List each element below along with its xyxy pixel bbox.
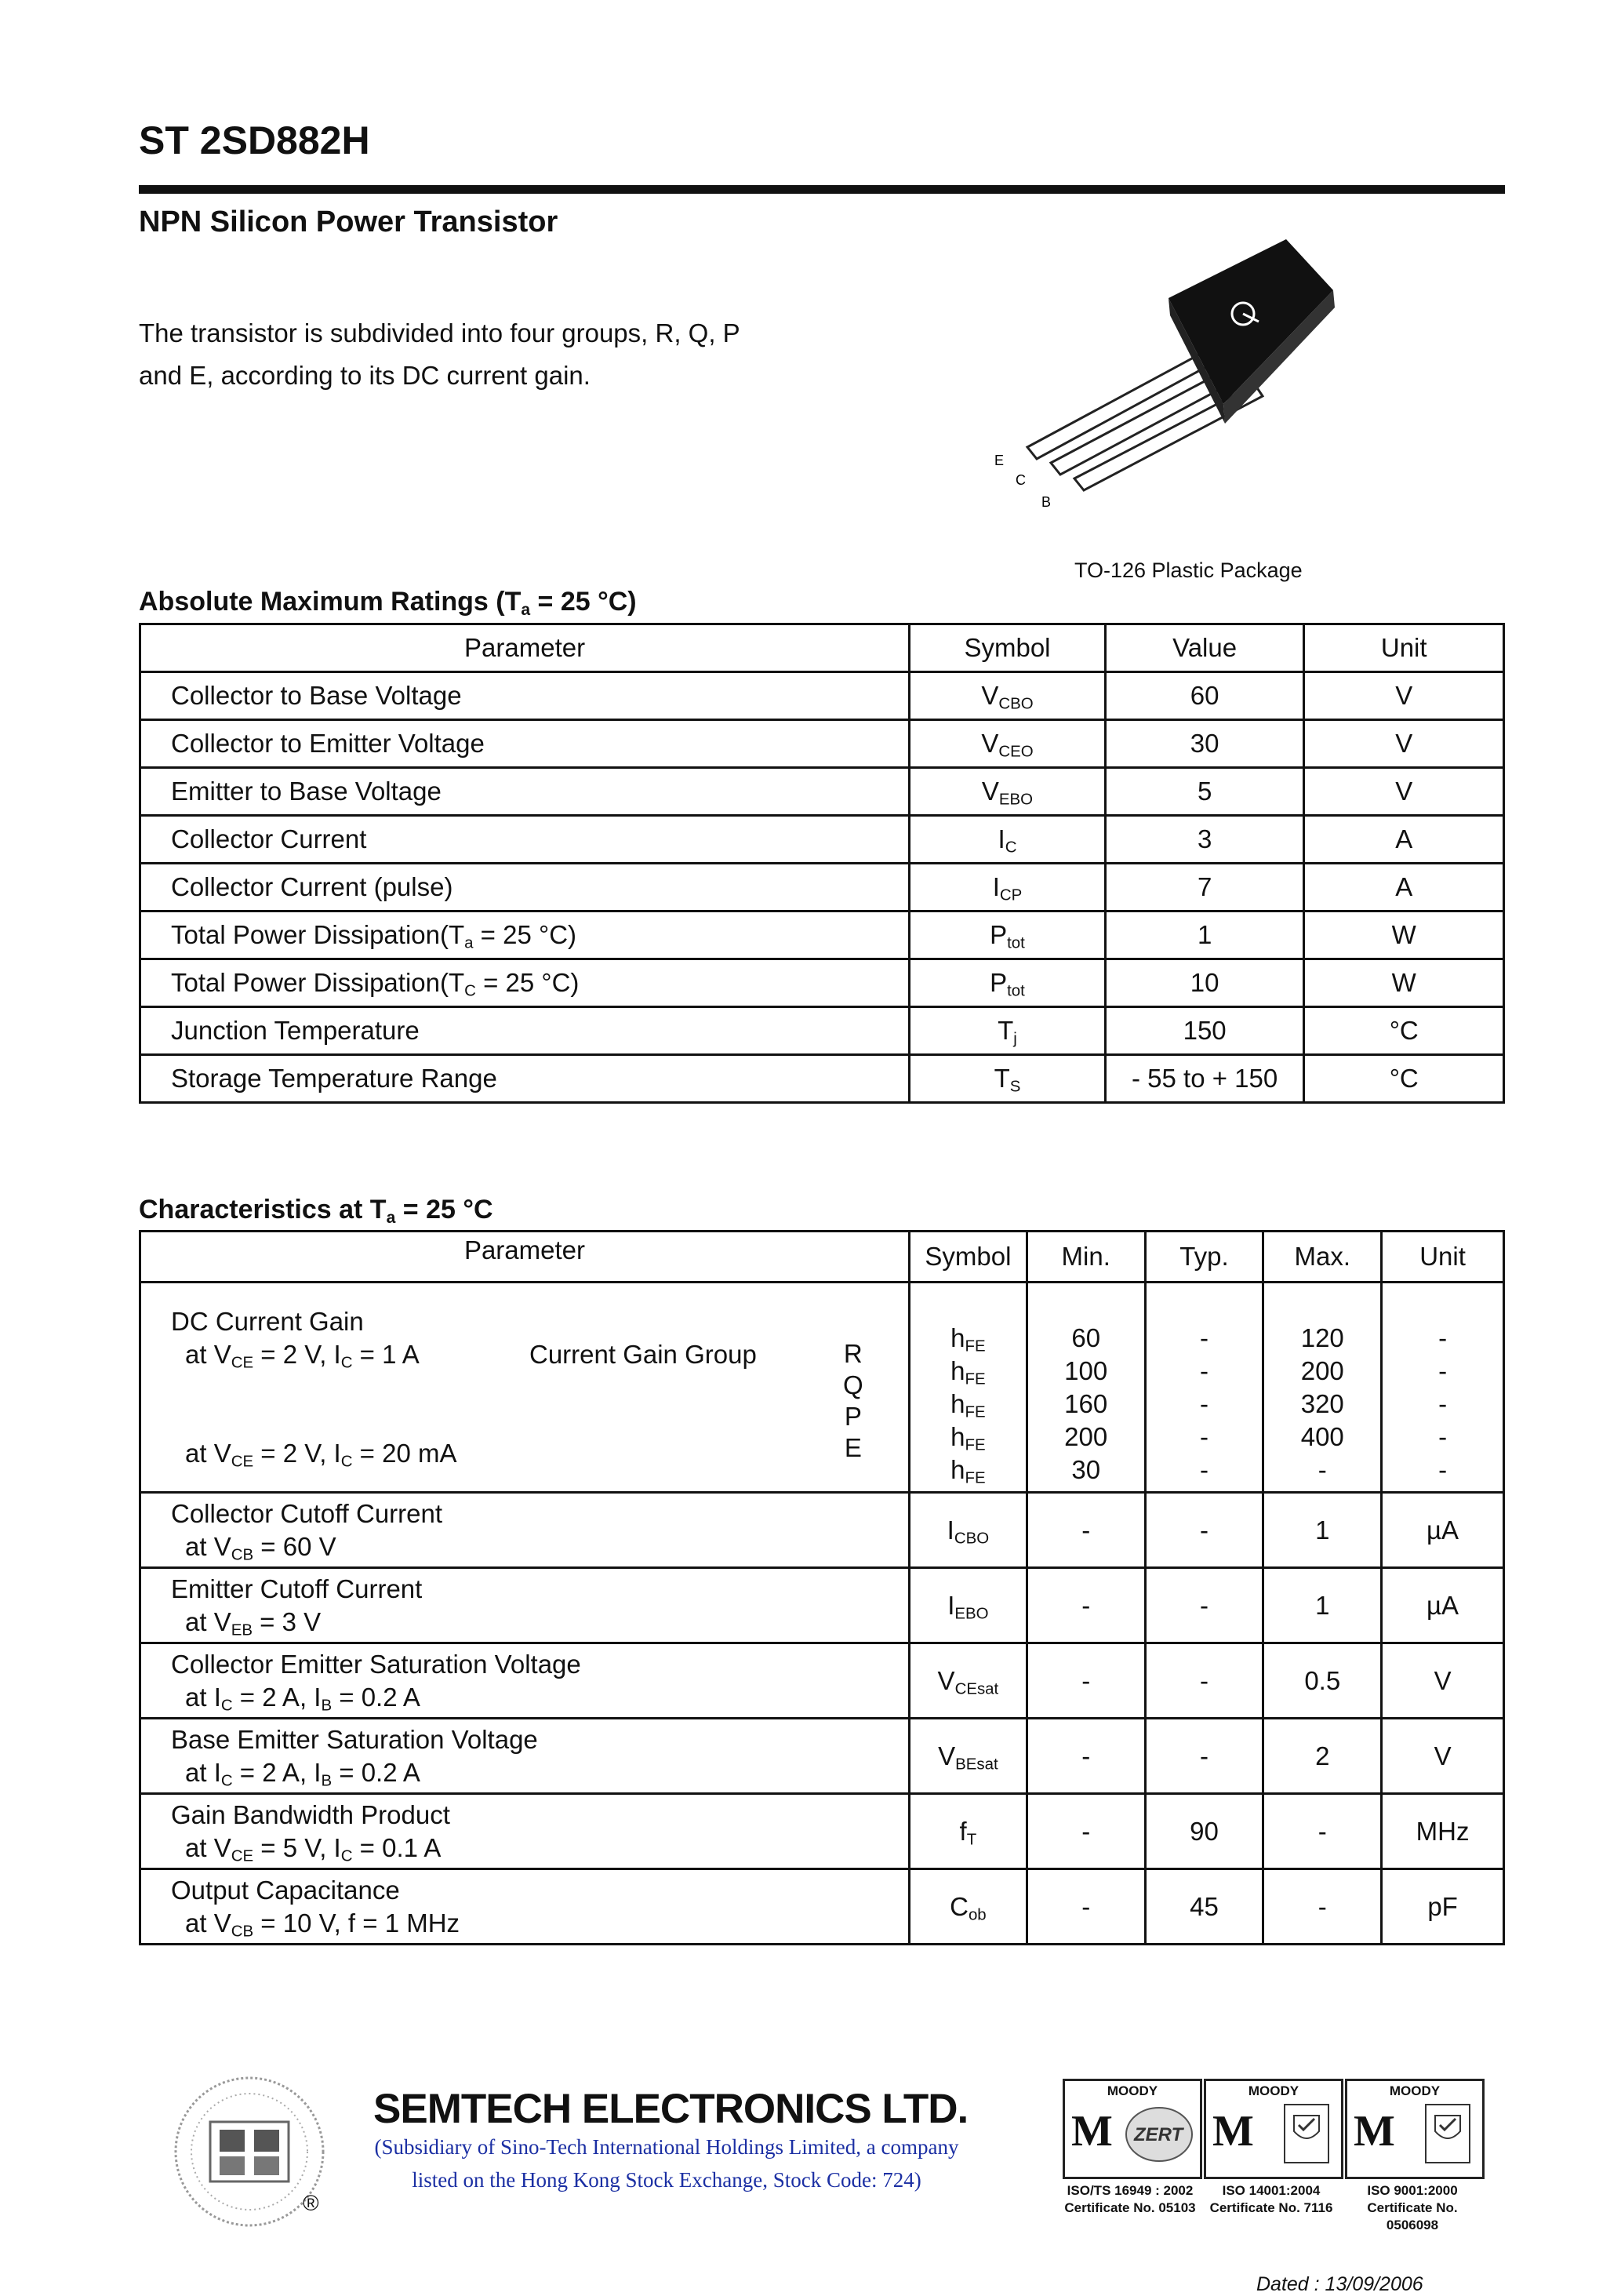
- min-cell: -: [1027, 1794, 1145, 1869]
- dc-gain-symbol: $h_{FE}$ $h_{FE}$ $h_{FE}$ $h_{FE}$ $h_{FE}$: [909, 1283, 1027, 1493]
- header-max: Max.: [1263, 1232, 1382, 1283]
- symbol-cell: $P_{tot}$: [910, 911, 1106, 959]
- to126-package-icon: [972, 235, 1365, 533]
- dated-text: Dated : 13/09/2006: [1256, 2273, 1423, 2295]
- symbol-cell: $I_{CBO}$: [909, 1493, 1027, 1568]
- pin-c-label: C: [1016, 472, 1026, 488]
- max-cell: 1: [1263, 1493, 1382, 1568]
- param-cell: Junction Temperature: [140, 1007, 910, 1055]
- typ-cell: -: [1145, 1643, 1263, 1719]
- table-row: [140, 1055, 1504, 1103]
- moody-ukas-logo-icon: [1347, 2100, 1482, 2177]
- dc-gain-typ: - - - - -: [1145, 1283, 1263, 1493]
- header-symbol: Symbol: [910, 624, 1106, 672]
- header-parameter: Parameter: [140, 1232, 910, 1283]
- header-min: Min.: [1027, 1232, 1145, 1283]
- symbol-cell: $C_{ob}$: [909, 1869, 1027, 1945]
- value-cell: 10: [1105, 959, 1304, 1007]
- svg-text:ZERT: ZERT: [1134, 2124, 1183, 2145]
- moody-logo-icon: [1065, 2100, 1200, 2177]
- moody-ukas-logo-icon: [1206, 2100, 1341, 2177]
- value-cell: 60: [1105, 672, 1304, 720]
- svg-text:M: M: [1212, 2107, 1254, 2156]
- value-cell: 7: [1105, 864, 1304, 911]
- unit-cell: °C: [1304, 1007, 1504, 1055]
- param-cell: Base Emitter Saturation Voltage at $I_C = 2$ A, $I_B = 0.2$ A: [140, 1719, 910, 1794]
- svg-text:M: M: [1071, 2107, 1113, 2156]
- typ-cell: 90: [1145, 1794, 1263, 1869]
- table-row: [140, 1643, 1504, 1719]
- abs-max-heading: Absolute Maximum Ratings ($T_a = 25$ °C): [139, 587, 637, 619]
- value-cell: 5: [1105, 768, 1304, 816]
- param-cell: Collector Current: [140, 816, 910, 864]
- table-row: [140, 672, 1504, 720]
- dc-gain-param: DC Current Gain at $V_{CE} = 2$ V, $I_C = 1$ A Current Gain Group R Q P E at $V_{CE} = 2$ V, $I_C = 20$ mA: [140, 1283, 910, 1493]
- typ-cell: -: [1145, 1493, 1263, 1568]
- title-rule: [139, 185, 1505, 194]
- param-cell: Collector Emitter Saturation Voltage at $I_C = 2$ A, $I_B = 0.2$ A: [140, 1643, 910, 1719]
- symbol-cell: $V_{CBO}$: [910, 672, 1106, 720]
- cert-badge-iso14001: MOODY M: [1204, 2079, 1343, 2179]
- unit-cell: V: [1304, 720, 1504, 768]
- unit-cell: µA: [1382, 1568, 1504, 1643]
- table-row: [140, 1794, 1504, 1869]
- symbol-cell: $V_{BEsat}$: [909, 1719, 1027, 1794]
- value-cell: 30: [1105, 720, 1304, 768]
- min-cell: -: [1027, 1643, 1145, 1719]
- table-row: [140, 1568, 1504, 1643]
- characteristics-table: [139, 1230, 1505, 1945]
- min-cell: -: [1027, 1869, 1145, 1945]
- table-row: [140, 816, 1504, 864]
- dc-gain-min: 60 100 160 200 30: [1027, 1283, 1145, 1493]
- param-cell: Emitter Cutoff Current at $V_{EB} = 3$ V: [140, 1568, 910, 1643]
- param-cell: Gain Bandwidth Product at $V_{CE} = 5$ V, $I_C = 0.1$ A: [140, 1794, 910, 1869]
- table-row: [140, 720, 1504, 768]
- table-row: [140, 1007, 1504, 1055]
- max-cell: -: [1263, 1794, 1382, 1869]
- pin-b-label: B: [1041, 494, 1052, 510]
- symbol-cell: $P_{tot}$: [910, 959, 1106, 1007]
- min-cell: -: [1027, 1493, 1145, 1568]
- unit-cell: V: [1304, 768, 1504, 816]
- param-cell: Emitter to Base Voltage: [140, 768, 910, 816]
- cert-badge-iso-ts: MOODY M ZERT: [1063, 2079, 1202, 2179]
- param-cell: Collector to Base Voltage: [140, 672, 910, 720]
- dc-gain-row: [140, 1283, 1504, 1493]
- min-cell: -: [1027, 1568, 1145, 1643]
- unit-cell: A: [1304, 816, 1504, 864]
- svg-text:M: M: [1354, 2107, 1395, 2156]
- gain-group-label: Current Gain Group: [529, 1339, 757, 1369]
- header-unit: Unit: [1382, 1232, 1504, 1283]
- min-cell: -: [1027, 1719, 1145, 1794]
- document-subtitle: NPN Silicon Power Transistor: [139, 206, 558, 238]
- unit-cell: W: [1304, 911, 1504, 959]
- table-row: [140, 1493, 1504, 1568]
- typ-cell: -: [1145, 1719, 1263, 1794]
- unit-cell: V: [1382, 1719, 1504, 1794]
- unit-cell: °C: [1304, 1055, 1504, 1103]
- param-cell: Total Power $Dissipation(T_a = 25$ °C): [140, 911, 910, 959]
- param-cell: Storage Temperature Range: [140, 1055, 910, 1103]
- package-caption: TO-126 Plastic Package: [1074, 559, 1303, 582]
- symbol-cell: $V_{CEO}$: [910, 720, 1106, 768]
- symbol-cell: $I_C$: [910, 816, 1106, 864]
- symbol-cell: $I_{CP}$: [910, 864, 1106, 911]
- max-cell: 0.5: [1263, 1643, 1382, 1719]
- subsidiary-note: (Subsidiary of Sino-Tech International Holdings Limited, a company listed on the Hong Kong Stock Exchange, Stock Code: 724): [374, 2135, 959, 2192]
- max-cell: 2: [1263, 1719, 1382, 1794]
- description-text: The transistor is subdivided into four groups, R, Q, P and E, according to its DC current gain.: [139, 318, 740, 390]
- max-cell: 1: [1263, 1568, 1382, 1643]
- gain-group-letters: R Q P E: [843, 1339, 863, 1462]
- unit-cell: A: [1304, 864, 1504, 911]
- param-cell: Total Power $Dissipation(T_C = 25$ °C): [140, 959, 910, 1007]
- param-cell: Collector Current (pulse): [140, 864, 910, 911]
- table-header-row: [140, 624, 1504, 672]
- symbol-cell: $f_T$: [909, 1794, 1027, 1869]
- unit-cell: V: [1304, 672, 1504, 720]
- unit-cell: W: [1304, 959, 1504, 1007]
- param-cell: Collector to Emitter Voltage: [140, 720, 910, 768]
- unit-cell: pF: [1382, 1869, 1504, 1945]
- table-row: [140, 1719, 1504, 1794]
- cert-1-text: ISO/TS 16949 : 2002 Certificate No. 05103: [1064, 2183, 1196, 2215]
- dc-gain-unit: - - - - -: [1382, 1283, 1504, 1493]
- param-cell: Collector Cutoff Current at $V_{CB} = 60$ V: [140, 1493, 910, 1568]
- header-typ: Typ.: [1145, 1232, 1263, 1283]
- symbol-cell: $I_{EBO}$: [909, 1568, 1027, 1643]
- pin-e-label: E: [994, 453, 1005, 468]
- cert-badge-iso9001: MOODY M: [1345, 2079, 1485, 2179]
- symbol-cell: $V_{EBO}$: [910, 768, 1106, 816]
- table-row: [140, 959, 1504, 1007]
- symbol-cell: $T_S$: [910, 1055, 1106, 1103]
- table-row: [140, 864, 1504, 911]
- characteristics-heading: Characteristics at $T_a = 25$ °C: [139, 1195, 493, 1227]
- abs-max-table: [139, 623, 1505, 1104]
- value-cell: 1: [1105, 911, 1304, 959]
- table-row: [140, 1869, 1504, 1945]
- header-value: Value: [1105, 624, 1304, 672]
- header-symbol: Symbol: [909, 1232, 1027, 1283]
- typ-cell: 45: [1145, 1869, 1263, 1945]
- symbol-cell: $V_{CEsat}$: [909, 1643, 1027, 1719]
- header-parameter: Parameter: [140, 624, 910, 672]
- cert-2-text: ISO 14001:2004 Certificate No. 7116: [1209, 2183, 1333, 2215]
- registered-mark: ®: [303, 2191, 319, 2215]
- unit-cell: MHz: [1382, 1794, 1504, 1869]
- dc-gain-max: 120 200 320 400 -: [1263, 1283, 1382, 1493]
- table-row: [140, 911, 1504, 959]
- company-name: SEMTECH ELECTRONICS LTD.: [373, 2086, 969, 2132]
- unit-cell: µA: [1382, 1493, 1504, 1568]
- table-row: [140, 768, 1504, 816]
- symbol-cell: $T_j$: [910, 1007, 1106, 1055]
- typ-cell: -: [1145, 1568, 1263, 1643]
- unit-cell: V: [1382, 1643, 1504, 1719]
- document-title: ST 2SD882H: [139, 118, 370, 162]
- value-cell: 3: [1105, 816, 1304, 864]
- cert-3-text: ISO 9001:2000 Certificate No. 0506098: [1367, 2183, 1458, 2232]
- header-unit: Unit: [1304, 624, 1504, 672]
- value-cell: - 55 to + 150: [1105, 1055, 1304, 1103]
- value-cell: 150: [1105, 1007, 1304, 1055]
- param-cell: Output Capacitance at $V_{CB} = 10$ V, f = 1 MHz: [140, 1869, 910, 1945]
- table-header-row: [140, 1232, 1504, 1283]
- max-cell: -: [1263, 1869, 1382, 1945]
